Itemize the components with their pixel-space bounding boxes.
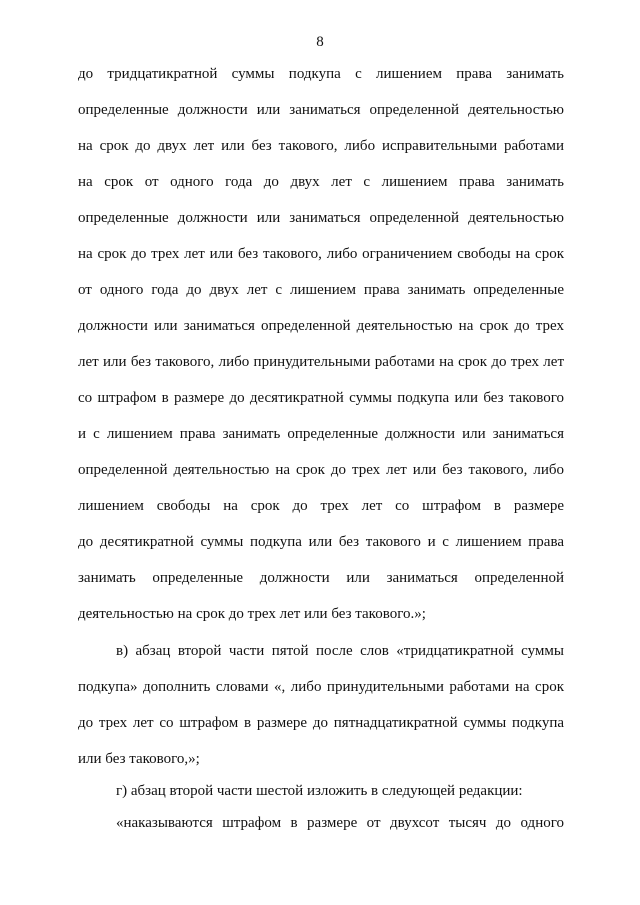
text-line: определенные должности или заниматься определенной деятельностью bbox=[78, 102, 564, 118]
text-line: на срок от одного года до двух лет с лишением права занимать bbox=[78, 174, 564, 190]
text-line: определенной деятельностью на срок до трех лет или без такового, либо bbox=[78, 462, 564, 478]
text-line: на срок до двух лет или без такового, либо исправительными работами bbox=[78, 138, 564, 154]
text-line: определенные должности или заниматься определенной деятельностью bbox=[78, 210, 564, 226]
text-line: или без такового,»; bbox=[78, 751, 200, 767]
text-line: деятельностью на срок до трех лет или без такового.»; bbox=[78, 606, 426, 622]
text-line: лишением свободы на срок до трех лет со штрафом в размере bbox=[78, 498, 564, 514]
text-line: подкупа» дополнить словами «, либо принудительными работами на срок bbox=[78, 679, 564, 695]
text-line: до тридцатикратной суммы подкупа с лишением права занимать bbox=[78, 66, 564, 82]
text-line: со штрафом в размере до десятикратной суммы подкупа или без такового bbox=[78, 390, 564, 406]
text-line: до десятикратной суммы подкупа или без такового и с лишением права bbox=[78, 534, 564, 550]
text-line: должности или заниматься определенной деятельностью на срок до трех bbox=[78, 318, 564, 334]
text-line: в) абзац второй части пятой после слов «тридцатикратной суммы bbox=[116, 643, 564, 659]
text-line: и с лишением права занимать определенные должности или заниматься bbox=[78, 426, 564, 442]
text-line: на срок до трех лет или без такового, либо ограничением свободы на срок bbox=[78, 246, 564, 262]
text-line: до трех лет со штрафом в размере до пятнадцатикратной суммы подкупа bbox=[78, 715, 564, 731]
text-line: «наказываются штрафом в размере от двухсот тысяч до одного bbox=[116, 815, 564, 831]
text-line: от одного года до двух лет с лишением права занимать определенные bbox=[78, 282, 564, 298]
text-line: г) абзац второй части шестой изложить в следующей редакции: bbox=[116, 783, 523, 799]
text-line: лет или без такового, либо принудительными работами на срок до трех лет bbox=[78, 354, 564, 370]
text-line: занимать определенные должности или заниматься определенной bbox=[78, 570, 564, 586]
page-number: 8 bbox=[316, 34, 324, 50]
